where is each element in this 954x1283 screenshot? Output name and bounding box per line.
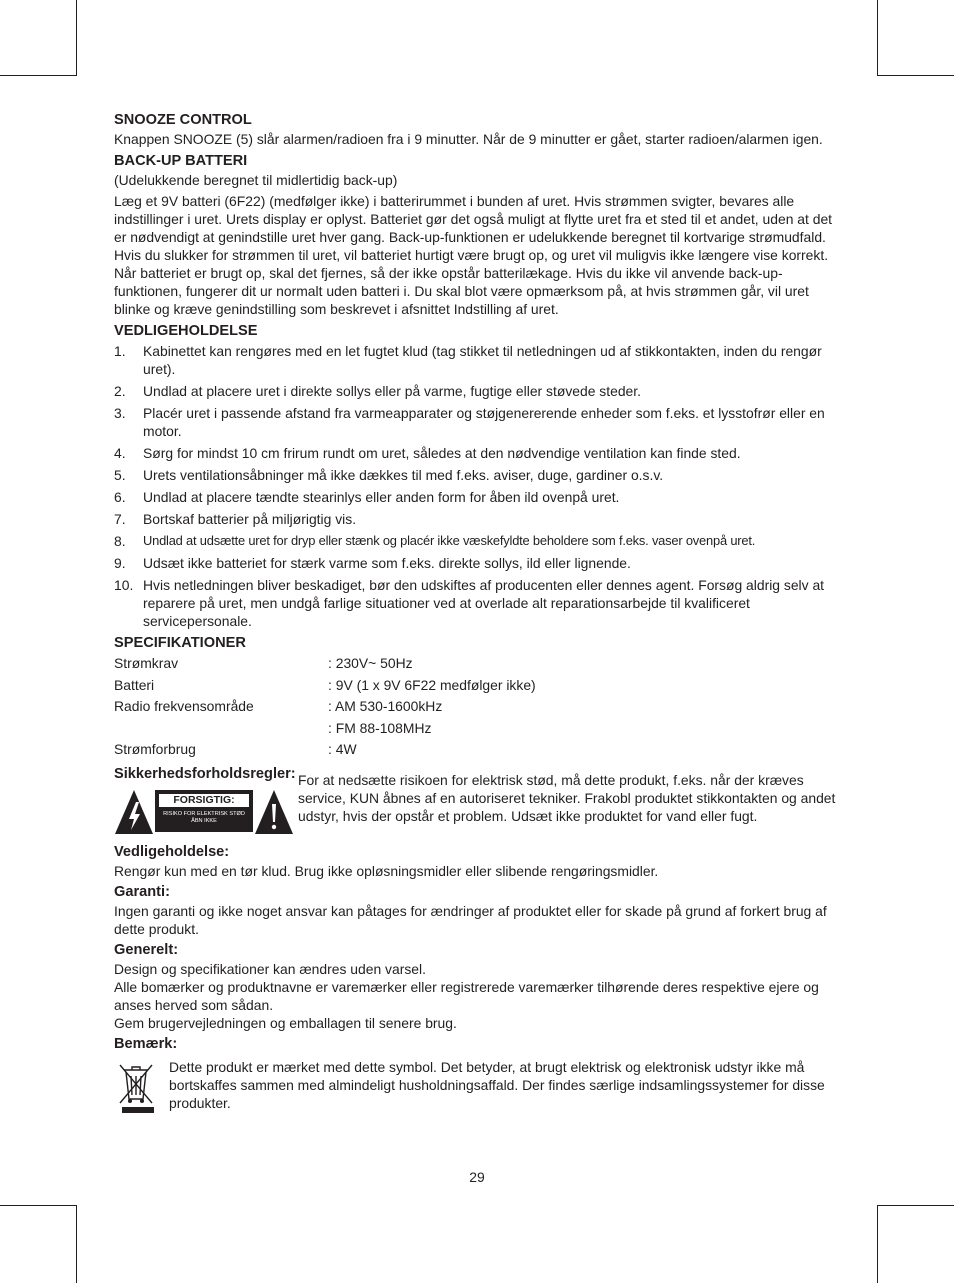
warranty-section: [114, 883, 842, 938]
lightning-warning-icon: [114, 788, 154, 836]
crop-mark-top-right-h: [877, 75, 954, 76]
list-item: [114, 466, 842, 484]
snooze-text: Knappen SNOOZE (5) slår alarmen/radioen fra i 9 minutter. Når de 9 minutter er gået, starter radioen/alarmen igen.: [114, 131, 823, 147]
page-number: 29: [469, 1169, 485, 1185]
table-row: [114, 719, 536, 741]
general-line3: Gem brugervejledningen og emballagen til senere brug.: [114, 1014, 457, 1031]
list-item-text: Bortskaf batterier på miljørigtig vis.: [143, 511, 357, 527]
specs-section: [114, 634, 842, 762]
note-text: Dette produkt er mærket med dette symbol. Det betyder, at brugt elektrisk og elektronisk udstyr ikke må bortskaffes sammen med almindeligt husholdningsaffald. Der findes særlige indsamlingssystemer for disse produkter.: [169, 1058, 825, 1111]
list-item: [114, 444, 842, 462]
table-row: [114, 676, 536, 698]
list-item-text: Placér uret i passende afstand fra varmeapparater og støjgenererende enheder som f.eks. et lysstofrør eller en motor.: [143, 405, 825, 439]
spec-value: : AM 530-1600kHz: [328, 698, 443, 714]
list-item-number: 5.: [114, 467, 126, 483]
spec-label: Batteri: [114, 676, 155, 693]
crop-mark-bottom-left-h: [0, 1205, 77, 1206]
list-item: [114, 510, 842, 528]
table-row: [114, 740, 536, 762]
safety-text: For at nedsætte risikoen for elektrisk stød, må dette produkt, f.eks. når der kræves service, KUN åbnes af en autoriseret tekniker. Frakobl produktet stikkontakten og andet udstyr, hvis der opstår et problem. Udsæt ikke produktet for vand eller fugt.: [298, 771, 836, 824]
general-heading: Generelt:: [114, 941, 179, 958]
list-item: [114, 404, 842, 440]
note-row: [114, 1058, 842, 1119]
caution-label-title: FORSIGTIG:: [159, 794, 249, 807]
list-item-text: Undlad at udsætte uret for dryp eller stænk og placér ikke væskefyldte beholdere som f.eks. vaser ovenpå uret.: [143, 533, 756, 548]
list-item-number: 4.: [114, 445, 126, 461]
list-item-text: Kabinettet kan rengøres med en let fugtet klud (tag stikket til netledningen ud af stikkontakten, inden du rengør uret).: [143, 343, 822, 377]
table-row: [114, 697, 536, 719]
maintenance-section: [114, 322, 842, 630]
list-item: [114, 342, 842, 378]
note-heading: Bemærk:: [114, 1035, 178, 1052]
list-item: [114, 488, 842, 506]
list-item-text: Hvis netledningen bliver beskadiget, bør den udskiftes af producenten eller dennes agent. Forsøg aldrig selv at reparere på uret, men undgå farlige situationer ved at overlade alt reparationsarbejde til kvalificeret servicepersonale.: [143, 577, 825, 629]
list-item: [114, 532, 842, 550]
general-section: [114, 941, 842, 1032]
list-item-number: 10.: [114, 577, 134, 593]
list-item-text: Udsæt ikke batteriet for stærk varme som f.eks. direkte sollys, ild eller lignende.: [143, 555, 631, 571]
spec-label: Strømforbrug: [114, 741, 196, 757]
list-item-text: Undlad at placere uret i direkte sollys eller på varme, fugtige eller støvede steder.: [143, 383, 641, 399]
backup-text: Læg et 9V batteri (6F22) (medfølger ikke) i batterirummet i bunden af uret. Hvis strømmen svigter, bevares alle indstillinger i uret. Urets display er oplyst. Batteriet gør det også muligt at flytte uret fra et sted til et andet, uden at det er nødvendigt at genindstille uret hver gang. Back-up-funktionen er udelukkende beregnet til kortvarige strømudfald. Hvis du slukker for strømmen til uret, vil batteriet hurtigt være brugt op, og uret vil muligvis ikke længere vise korrekt. Når batteriet er brugt op, skal det fjernes, så der ikke opstår batterilækage. Hvis du ikke vil anvende back-up-funktionen, fungerer dit ur normalt uden batteri i. Du skal blot være opmærksom på, at hvis strømmen går, vil uret blinke og kræve genindstilling som beskrevet i afsnittet Indstilling af uret.: [114, 193, 833, 317]
spec-label: Radio frekvensområde: [114, 698, 254, 714]
snooze-heading: SNOOZE CONTROL: [114, 112, 252, 128]
care-text: Rengør kun med en tør klud. Brug ikke opløsningsmidler eller slibende rengøringsmidler.: [114, 862, 659, 879]
caution-label-line2: ÅBN IKKE: [191, 817, 217, 824]
crop-mark-bottom-right-h: [877, 1205, 954, 1206]
list-item-text: Sørg for mindst 10 cm frirum rundt om uret, således at den nødvendige ventilation kan finde sted.: [143, 445, 741, 461]
list-item-number: 1.: [114, 343, 126, 359]
maintenance-heading: VEDLIGEHOLDELSE: [114, 323, 258, 339]
crossed-bin-icon: [116, 1059, 156, 1115]
specs-table: [114, 654, 536, 762]
list-item: [114, 554, 842, 572]
safety-heading: Sikkerhedsforholdsregler:: [114, 765, 296, 782]
spec-value: : FM 88-108MHz: [328, 719, 432, 736]
care-heading: Vedligeholdelse:: [114, 843, 230, 860]
general-line1: Design og specifikationer kan ændres uden varsel.: [114, 960, 426, 977]
list-item-number: 3.: [114, 405, 126, 421]
list-item-number: 7.: [114, 511, 126, 527]
crop-mark-bottom-left-v: [76, 1205, 77, 1283]
exclamation-warning-icon: [254, 788, 294, 836]
spec-value: : 9V (1 x 9V 6F22 medfølger ikke): [328, 676, 536, 693]
list-item: [114, 576, 842, 630]
maintenance-list: [114, 342, 842, 630]
safety-icons: [114, 786, 298, 840]
safety-section: [114, 765, 842, 840]
warranty-heading: Garanti:: [114, 883, 170, 900]
spec-value: : 230V~ 50Hz: [328, 655, 413, 671]
crop-mark-bottom-right-v: [877, 1205, 878, 1283]
crop-mark-top-left-v: [76, 0, 77, 76]
note-section: [114, 1035, 842, 1119]
list-item: [114, 382, 842, 400]
caution-label: [155, 790, 253, 832]
page-content: [114, 111, 842, 1119]
crop-mark-top-right-v: [877, 0, 878, 76]
spec-value: : 4W: [328, 741, 357, 757]
list-item-text: Undlad at placere tændte stearinlys eller anden form for åben ild ovenpå uret.: [143, 489, 620, 505]
list-item-number: 2.: [114, 383, 126, 399]
backup-note: (Udelukkende beregnet til midlertidig back-up): [114, 172, 398, 188]
specs-heading: SPECIFIKATIONER: [114, 635, 246, 651]
list-item-number: 6.: [114, 489, 126, 505]
spec-label: Strømkrav: [114, 655, 179, 671]
list-item-number: 8.: [114, 533, 126, 549]
snooze-section: [114, 111, 842, 148]
care-section: [114, 843, 842, 880]
general-line2: Alle bomærker og produktnavne er varemærker eller registrerede varemærker tilhørende deres respektive ejere og anses herved som sådan.: [114, 978, 819, 1013]
backup-heading: BACK-UP BATTERI: [114, 153, 248, 169]
list-item-number: 9.: [114, 555, 126, 571]
table-row: [114, 654, 536, 676]
spec-label: [114, 719, 328, 741]
backup-section: [114, 152, 842, 318]
crop-mark-top-left-h: [0, 75, 77, 76]
weee-bin-icon-wrap: [114, 1058, 169, 1119]
list-item-text: Urets ventilationsåbninger må ikke dækkes til med f.eks. aviser, duge, gardiner o.s.v.: [143, 467, 664, 483]
warranty-text: Ingen garanti og ikke noget ansvar kan påtages for ændringer af produktet eller for skade på grund af forkert brug af dette produkt.: [114, 902, 827, 937]
caution-label-line1: RISIKO FOR ELEKTRISK STØD: [163, 810, 245, 817]
